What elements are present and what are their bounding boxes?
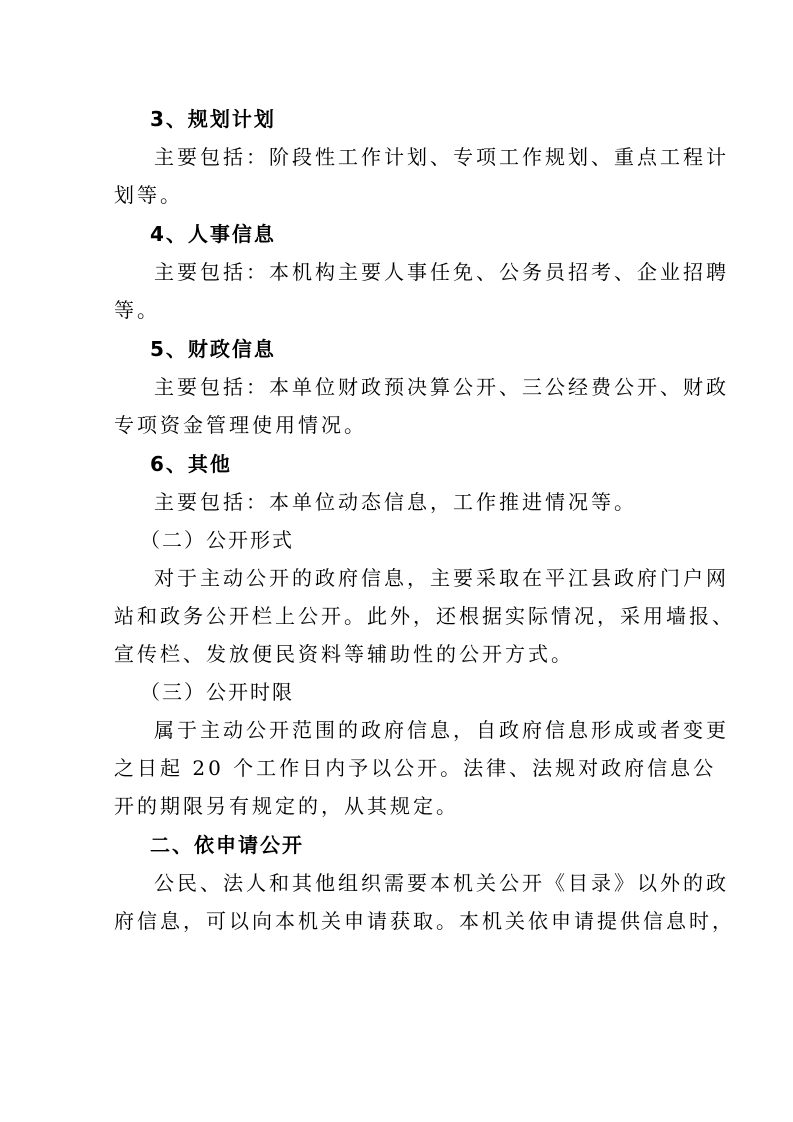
- paragraph-line: 划等。: [114, 183, 183, 207]
- paragraph-line: 专项资金管理使用情况。: [114, 413, 367, 437]
- paragraph-line: 开的期限另有规定的，从其规定。: [114, 794, 459, 818]
- paragraph-line: 主要包括：本单位动态信息，工作推进情况等。: [154, 490, 637, 514]
- subsection-heading-time-limit: （三）公开时限: [140, 680, 294, 704]
- section-heading-on-request: 二、依申请公开: [150, 833, 304, 857]
- paragraph-line: 属于主动公开范围的政府信息，自政府信息形成或者变更: [154, 718, 729, 742]
- paragraph-line: 宣传栏、发放便民资料等辅助性的公开方式。: [114, 642, 574, 666]
- paragraph-line: 对于主动公开的政府信息，主要采取在平江县政府门户网: [154, 566, 729, 590]
- paragraph-line: 之日起 20 个工作日内予以公开。法律、法规对政府信息公: [114, 756, 717, 780]
- paragraph-line: 公民、法人和其他组织需要本机关公开《目录》以外的政: [154, 871, 729, 895]
- paragraph-line: 站和政务公开栏上公开。此外，还根据实际情况，采用墙报、: [114, 604, 735, 628]
- section-heading-other: 6、其他: [150, 452, 232, 476]
- document-content: [114, 100, 735, 940]
- paragraph-line: 等。: [114, 298, 160, 322]
- section-heading-finance: 5、财政信息: [150, 337, 276, 361]
- paragraph-line: 主要包括：本机构主要人事任免、公务员招考、企业招聘: [154, 260, 729, 284]
- paragraph-line: 主要包括：阶段性工作计划、专项工作规划、重点工程计: [154, 145, 729, 169]
- section-heading-plans: 3、规划计划: [150, 107, 276, 131]
- subsection-heading-form: （二）公开形式: [140, 528, 294, 552]
- paragraph-line: 主要包括：本单位财政预决算公开、三公经费公开、财政: [154, 375, 729, 399]
- paragraph-line: 府信息，可以向本机关申请获取。本机关依申请提供信息时，: [114, 909, 735, 933]
- section-heading-personnel: 4、人事信息: [150, 222, 276, 246]
